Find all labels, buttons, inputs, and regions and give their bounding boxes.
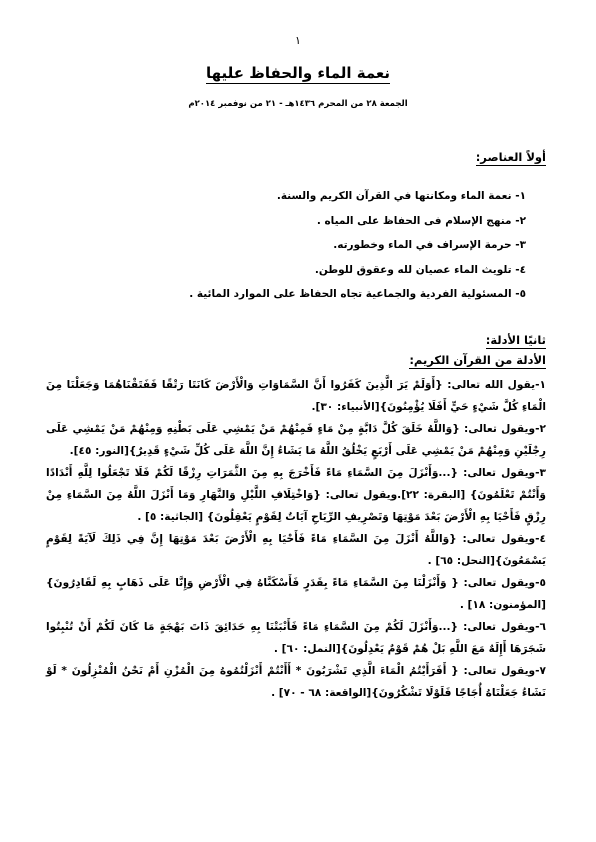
evidence-paragraph: ٥-ويقول تعالى: { وَأَنْزَلْنَا مِنَ السَّمَاءِ مَاءً بِقَدَرٍ فَأَسْكَنَّاهُ فِي الْأَرْضِ وَإِنَّا عَلَى ذَهَابٍ بِهِ لَقَادِرُونَ} [المؤمنون: ١٨] . xyxy=(46,577,546,611)
evidence-paragraph: ٢-ويقول تعالى: {وَاللَّهُ خَلَقَ كُلَّ دَابَّةٍ مِنْ مَاءٍ فَمِنْهُمْ مَنْ يَمْشِي عَلَى بَطْنِهِ وَمِنْهُمْ مَنْ يَمْشِي عَلَى رِجْلَيْنِ وَمِنْهُمْ مَنْ يَمْشِي عَلَى أَرْبَعٍ يَخْلُقُ اللَّهُ مَا يَشَاءُ إِنَّ اللَّهَ عَلَى كُلِّ شَيْءٍ قَدِيرٌ}[النور: ٤٥]. xyxy=(46,423,546,457)
list-item: ٤- تلويث الماء عصيان لله وعقوق للوطن. xyxy=(314,263,526,276)
quran-evidence-heading-text: الأدلة من القرآن الكريم: xyxy=(409,353,546,367)
list-item: ٥- المسئولية الفردية والجماعية تجاه الحفاظ على الموارد المائية . xyxy=(189,288,526,300)
date-line: الجمعة ٢٨ من المحرم ١٤٣٦هـ - ٢١ من نوفمبر ٢٠١٤م xyxy=(188,99,408,109)
evidence-heading xyxy=(46,333,546,347)
quran-evidence-heading xyxy=(46,353,546,367)
page-title-text: نعمة الماء والحفاظ عليها xyxy=(206,64,390,82)
elements-list xyxy=(56,184,526,307)
page-number: ١ xyxy=(295,34,301,47)
elements-heading xyxy=(46,150,546,164)
elements-heading-text: أولاً العناصر: xyxy=(475,150,546,164)
page-title xyxy=(0,64,596,82)
list-item: ٢- منهج الإسلام فى الحفاظ على المياه . xyxy=(316,214,526,227)
evidence-paragraph: ٧-ويقول تعالى: { أَفَرَأَيْتُمُ الْمَاءَ الَّذِي تَشْرَبُونَ * أَأَنْتُمْ أَنْزَلْتُمُوهُ مِنَ الْمُزْنِ أَمْ نَحْنُ الْمُنْزِلُونَ * لَوْ نَشَاءُ جَعَلْنَاهُ أُجَاجًا فَلَوْلَا تَشْكُرُونَ}[الواقعة: ٦٨ - ٧٠] . xyxy=(46,665,546,699)
evidence-paragraph: ٦-ويقول تعالى: {...وَأَنْزَلَ لَكُمْ مِنَ السَّمَاءِ مَاءً فَأَنْبَتْنَا بِهِ حَدَائِقَ ذَاتَ بَهْجَةٍ مَا كَانَ لَكُمْ أَنْ تُنْبِتُوا شَجَرَهَا أَإِلَهٌ مَعَ اللَّهِ بَلْ هُمْ قَوْمٌ يَعْدِلُونَ}[النمل: ٦٠] . xyxy=(46,621,546,655)
evidence-heading-text: ثانيًا الأدلة: xyxy=(485,333,546,347)
evidence-paragraph: ٣-ويقول تعالى: {...وَأَنْزَلَ مِنَ السَّمَاءِ مَاءً فَأَخْرَجَ بِهِ مِنَ الثَّمَرَاتِ رِزْقًا لَكُمْ فَلَا تَجْعَلُوا لِلَّهِ أَنْدَادًا وَأَنْتُمْ تَعْلَمُونَ} [البقرة: ٢٢].ويقول تعالى: {وَاخْتِلَافِ اللَّيْلِ وَالنَّهَارِ وَمَا أَنْزَلَ اللَّهُ مِنَ السَّمَاءِ مِنْ رِزْقٍ فَأَحْيَا بِهِ الْأَرْضَ بَعْدَ مَوْتِهَا وَتَصْرِيفِ الرِّيَاحِ آيَاتٌ لِقَوْمٍ يَعْقِلُونَ} [الجاثية: ٥] . xyxy=(46,467,546,523)
list-item: ١- نعمة الماء ومكانتها في القرآن الكريم والسنة. xyxy=(276,190,526,202)
evidence-paragraphs xyxy=(46,374,546,704)
evidence-paragraph: ١-يقول الله تعالى: {أَوَلَمْ يَرَ الَّذِينَ كَفَرُوا أَنَّ السَّمَاوَاتِ وَالْأَرْضَ كَانَتَا رَتْقًا فَفَتَقْنَاهُمَا وَجَعَلْنَا مِنَ الْمَاءِ كُلَّ شَيْءٍ حَيٍّ أَفَلَا يُؤْمِنُونَ}[الأنبياء: ٣٠]. xyxy=(46,379,546,413)
list-item: ٣- حرمة الإسراف في الماء وخطورته. xyxy=(333,239,526,251)
evidence-paragraph: ٤-ويقول تعالى: {وَاللَّهُ أَنْزَلَ مِنَ السَّمَاءِ مَاءً فَأَحْيَا بِهِ الْأَرْضَ بَعْدَ مَوْتِهَا إِنَّ فِي ذَلِكَ لَآيَةً لِقَوْمٍ يَسْمَعُونَ}[النحل: ٦٥] . xyxy=(46,533,546,567)
